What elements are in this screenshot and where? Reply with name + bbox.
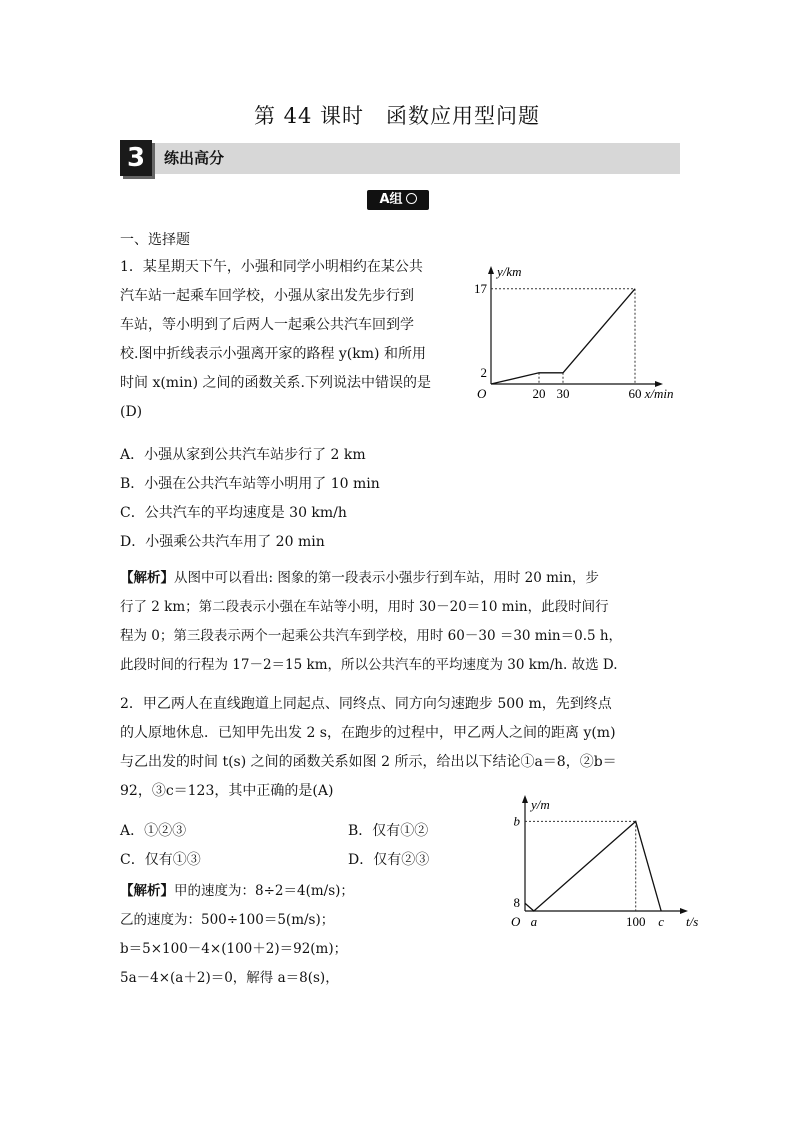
q1-analysis-line: 此段时间的行程为 17－2＝15 km，所以公共汽车的平均速度为 30 km/h. 故选 D. [120,657,618,673]
q1-line: 汽车站一起乘车回学校，小强从家出发先步行到 [120,288,414,304]
x-tick-label: 20 [532,386,546,401]
origin-label: O [511,914,521,929]
q2-option-a: A．①②③ [120,823,187,839]
q1-analysis-tag: 【解析】 [120,570,174,586]
origin-label: O [477,386,487,401]
q1-option-c: C．公共汽车的平均速度是 30 km/h [120,505,347,521]
q2-analysis-tag: 【解析】 [120,883,174,899]
q2-line: 与乙出发的时间 t(s) 之间的函数关系如图 2 所示，给出以下结论①a＝8，②b＝ [120,754,617,770]
x-tick-label: 100 [625,914,646,929]
q1-analysis-line: 程为 0；第三段表示两个一起乘公共汽车到学校，用时 60－30 ＝30 min＝0.5 h， [120,628,623,644]
section-heading: 一、选择题 [120,232,190,248]
y-tick-label: 17 [474,280,487,296]
page-title: 第 44 课时 函数应用型问题 [253,104,541,128]
q1-line: 1．某星期天下午，小强和同学小明相约在某公共 [120,259,423,275]
q1-analysis-line: 行了 2 km；第二段表示小强在车站等小明，用时 30－20＝10 min，此段时间行 [120,599,609,615]
q2-analysis [120,877,354,993]
group-badge [367,190,429,210]
q2-option-d: D．仅有②③ [348,852,430,868]
series-line [525,821,661,911]
y-tick-label: 8 [513,895,520,911]
section-number-badge: 3 [120,140,152,176]
q1-option-b: B．小强在公共汽车站等小明用了 10 min [120,476,380,492]
x-axis-label: x/min [644,386,674,401]
y-axis-arrow [488,266,494,274]
chart-gap-time [500,790,700,935]
section-band-label: 练出高分 [164,149,225,167]
q2-analysis-line: 乙的速度为：500÷100＝5(m/s)； [120,912,335,928]
series-line [491,289,635,384]
group-label: A组 [379,192,403,207]
q1-option-a: A．小强从家到公共汽车站步行了 2 km [120,447,366,463]
x-tick-label: a [530,914,538,929]
chart-distance-time [465,262,675,407]
q2-option-b: B．仅有①② [348,823,429,839]
x-axis-label: t/s [686,914,699,929]
q1-line: (D) [120,404,143,420]
y-tick-label: 2 [480,364,487,380]
y-axis-label: y/km [497,264,522,279]
q1-option-d: D．小强乘公共汽车用了 20 min [120,534,325,550]
q1-line: 时间 x(min) 之间的函数关系.下列说法中错误的是 [120,375,431,391]
q2-line: 92，③c＝123，其中正确的是(A) [120,783,334,799]
q1-line: 车站，等小明到了后两人一起乘公共汽车回到学 [120,317,414,333]
q2-analysis-line: 甲的速度为：8÷2＝4(m/s)； [174,883,354,899]
x-tick-label: 60 [628,386,642,401]
y-axis-label: y/m [531,797,550,812]
q1-line: 校.图中折线表示小强离开家的路程 y(km) 和所用 [120,346,426,362]
q1-stem [120,253,431,427]
q1-analysis-line: 从图中可以看出: 图象的第一段表示小强步行到车站，用时 20 min，步 [174,570,599,586]
y-tick-label: b [513,813,520,829]
q2-analysis-line: 5a－4×(a＋2)＝0，解得 a＝8(s)， [120,970,339,986]
refresh-icon [406,193,417,204]
q1-options [120,441,380,557]
q2-option-c: C．仅有①③ [120,852,201,868]
y-axis-arrow [522,795,528,803]
x-tick-label: 30 [556,386,570,401]
q2-line: 2．甲乙两人在直线跑道上同起点、同终点、同方向匀速跑步 500 m，先到终点 [120,696,612,712]
q2-stem [120,690,617,806]
q2-analysis-line: b＝5×100－4×(100＋2)＝92(m)； [120,941,348,957]
q2-line: 的人原地休息．已知甲先出发 2 s，在跑步的过程中，甲乙两人之间的距离 y(m) [120,725,616,741]
q1-analysis [120,564,622,680]
x-tick-label: c [658,914,665,929]
